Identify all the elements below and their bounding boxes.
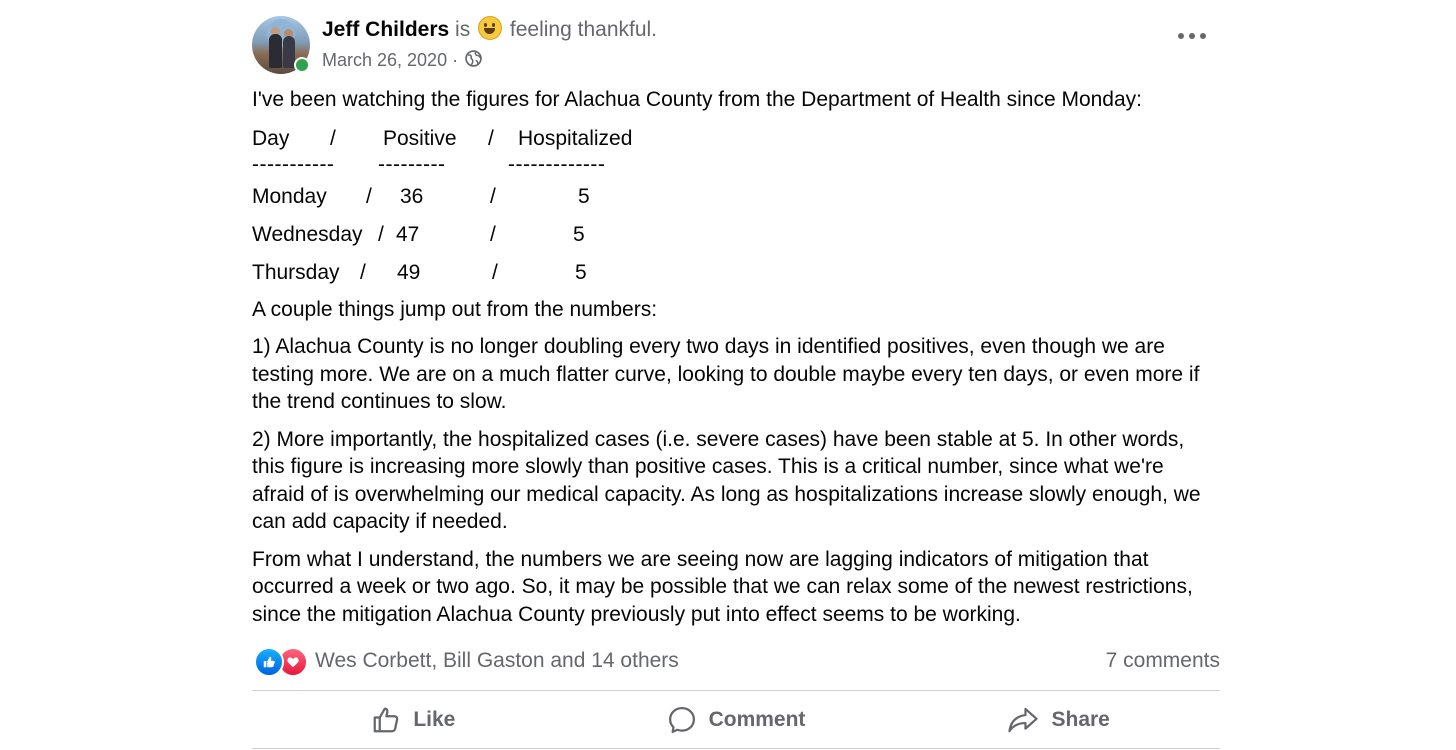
row-sep: / [490, 184, 496, 208]
reactions-bar [252, 646, 1220, 676]
actions-bottom-divider [252, 748, 1220, 749]
comment-bubble-icon [667, 705, 697, 735]
globe-icon[interactable] [465, 50, 482, 67]
row-day: Monday [252, 184, 327, 208]
row-hospitalized: 5 [575, 260, 587, 284]
row-sep: / [366, 184, 372, 208]
more-dots-icon[interactable] [1178, 28, 1206, 44]
reaction-icons[interactable] [254, 646, 310, 674]
grinning-face-icon [478, 16, 502, 40]
row-positive: 47 [396, 222, 420, 246]
share-button[interactable] [897, 691, 1220, 749]
row-positive: 49 [397, 260, 421, 284]
row-day: Wednesday [252, 222, 363, 246]
row-sep: / [492, 260, 498, 284]
feeling-text: feeling thankful. [509, 18, 658, 41]
online-status-indicator [294, 57, 310, 73]
paragraph: 2) More importantly, the hospitalized cases (i.e. severe cases) have been stable at 5. In other words, this figure is increasing more slowly than positive cases. This is a critical number, since what we're afraid of is overwhelming our medical capacity. As long as hospitalizations increase slowly enough, we can add capacity if needed. [252, 427, 1201, 533]
row-positive: 36 [400, 184, 424, 208]
table-row [252, 254, 1220, 292]
header-sep-2: / [488, 126, 494, 150]
header-sep-1: / [330, 126, 336, 150]
row-sep: / [378, 222, 384, 246]
like-button[interactable] [252, 691, 575, 749]
dash-3: ------------- [508, 152, 606, 176]
comments-count[interactable]: 7 comments [1105, 649, 1220, 672]
table-header-row [252, 120, 1220, 158]
post-actions [252, 691, 1220, 749]
table-row [252, 216, 1220, 254]
post-body [252, 84, 1220, 628]
post-date[interactable]: March 26, 2020 [322, 50, 448, 70]
row-sep: / [360, 260, 366, 284]
post-header-line [322, 16, 657, 44]
header-day: Day [252, 126, 290, 150]
status-prefix: is [455, 18, 471, 41]
row-hospitalized: 5 [578, 184, 590, 208]
author-name[interactable]: Jeff Childers [322, 18, 450, 41]
comment-button[interactable] [575, 691, 898, 749]
dash-2: --------- [378, 152, 446, 176]
row-day: Thursday [252, 260, 340, 284]
paragraph: A couple things jump out from the numbers: [252, 297, 658, 321]
intro-text: I've been watching the figures for Alachua County from the Department of Health since Monday: [252, 88, 1142, 111]
share-arrow-icon [1007, 705, 1039, 735]
table-dash-row [252, 152, 1220, 176]
dash-1: ----------- [252, 152, 335, 176]
meta-separator: · [452, 50, 459, 70]
post-meta [322, 48, 482, 72]
reaction-names[interactable]: Wes Corbett, Bill Gaston and 14 others [315, 649, 679, 672]
thumbs-up-icon [371, 705, 401, 735]
like-label: Like [413, 708, 456, 731]
table-row [252, 178, 1220, 216]
row-hospitalized: 5 [573, 222, 585, 246]
share-label: Share [1051, 708, 1110, 731]
paragraph: From what I understand, the numbers we are seeing now are lagging indicators of mitigation that occurred a week or two ago. So, it may be possible that we can relax some of the newest restrictions, since the mitigation Alachua County previously put into effect seems to be working. [252, 547, 1193, 626]
comment-label: Comment [708, 708, 806, 731]
header-positive: Positive [383, 126, 457, 150]
row-sep: / [490, 222, 496, 246]
paragraph: 1) Alachua County is no longer doubling every two days in identified positives, even though we are testing more. We are on a much flatter curve, looking to double maybe every ten days, or even more if the trend continues to slow. [252, 335, 1200, 413]
like-reaction-icon[interactable] [254, 647, 284, 677]
header-hospitalized: Hospitalized [518, 126, 633, 150]
